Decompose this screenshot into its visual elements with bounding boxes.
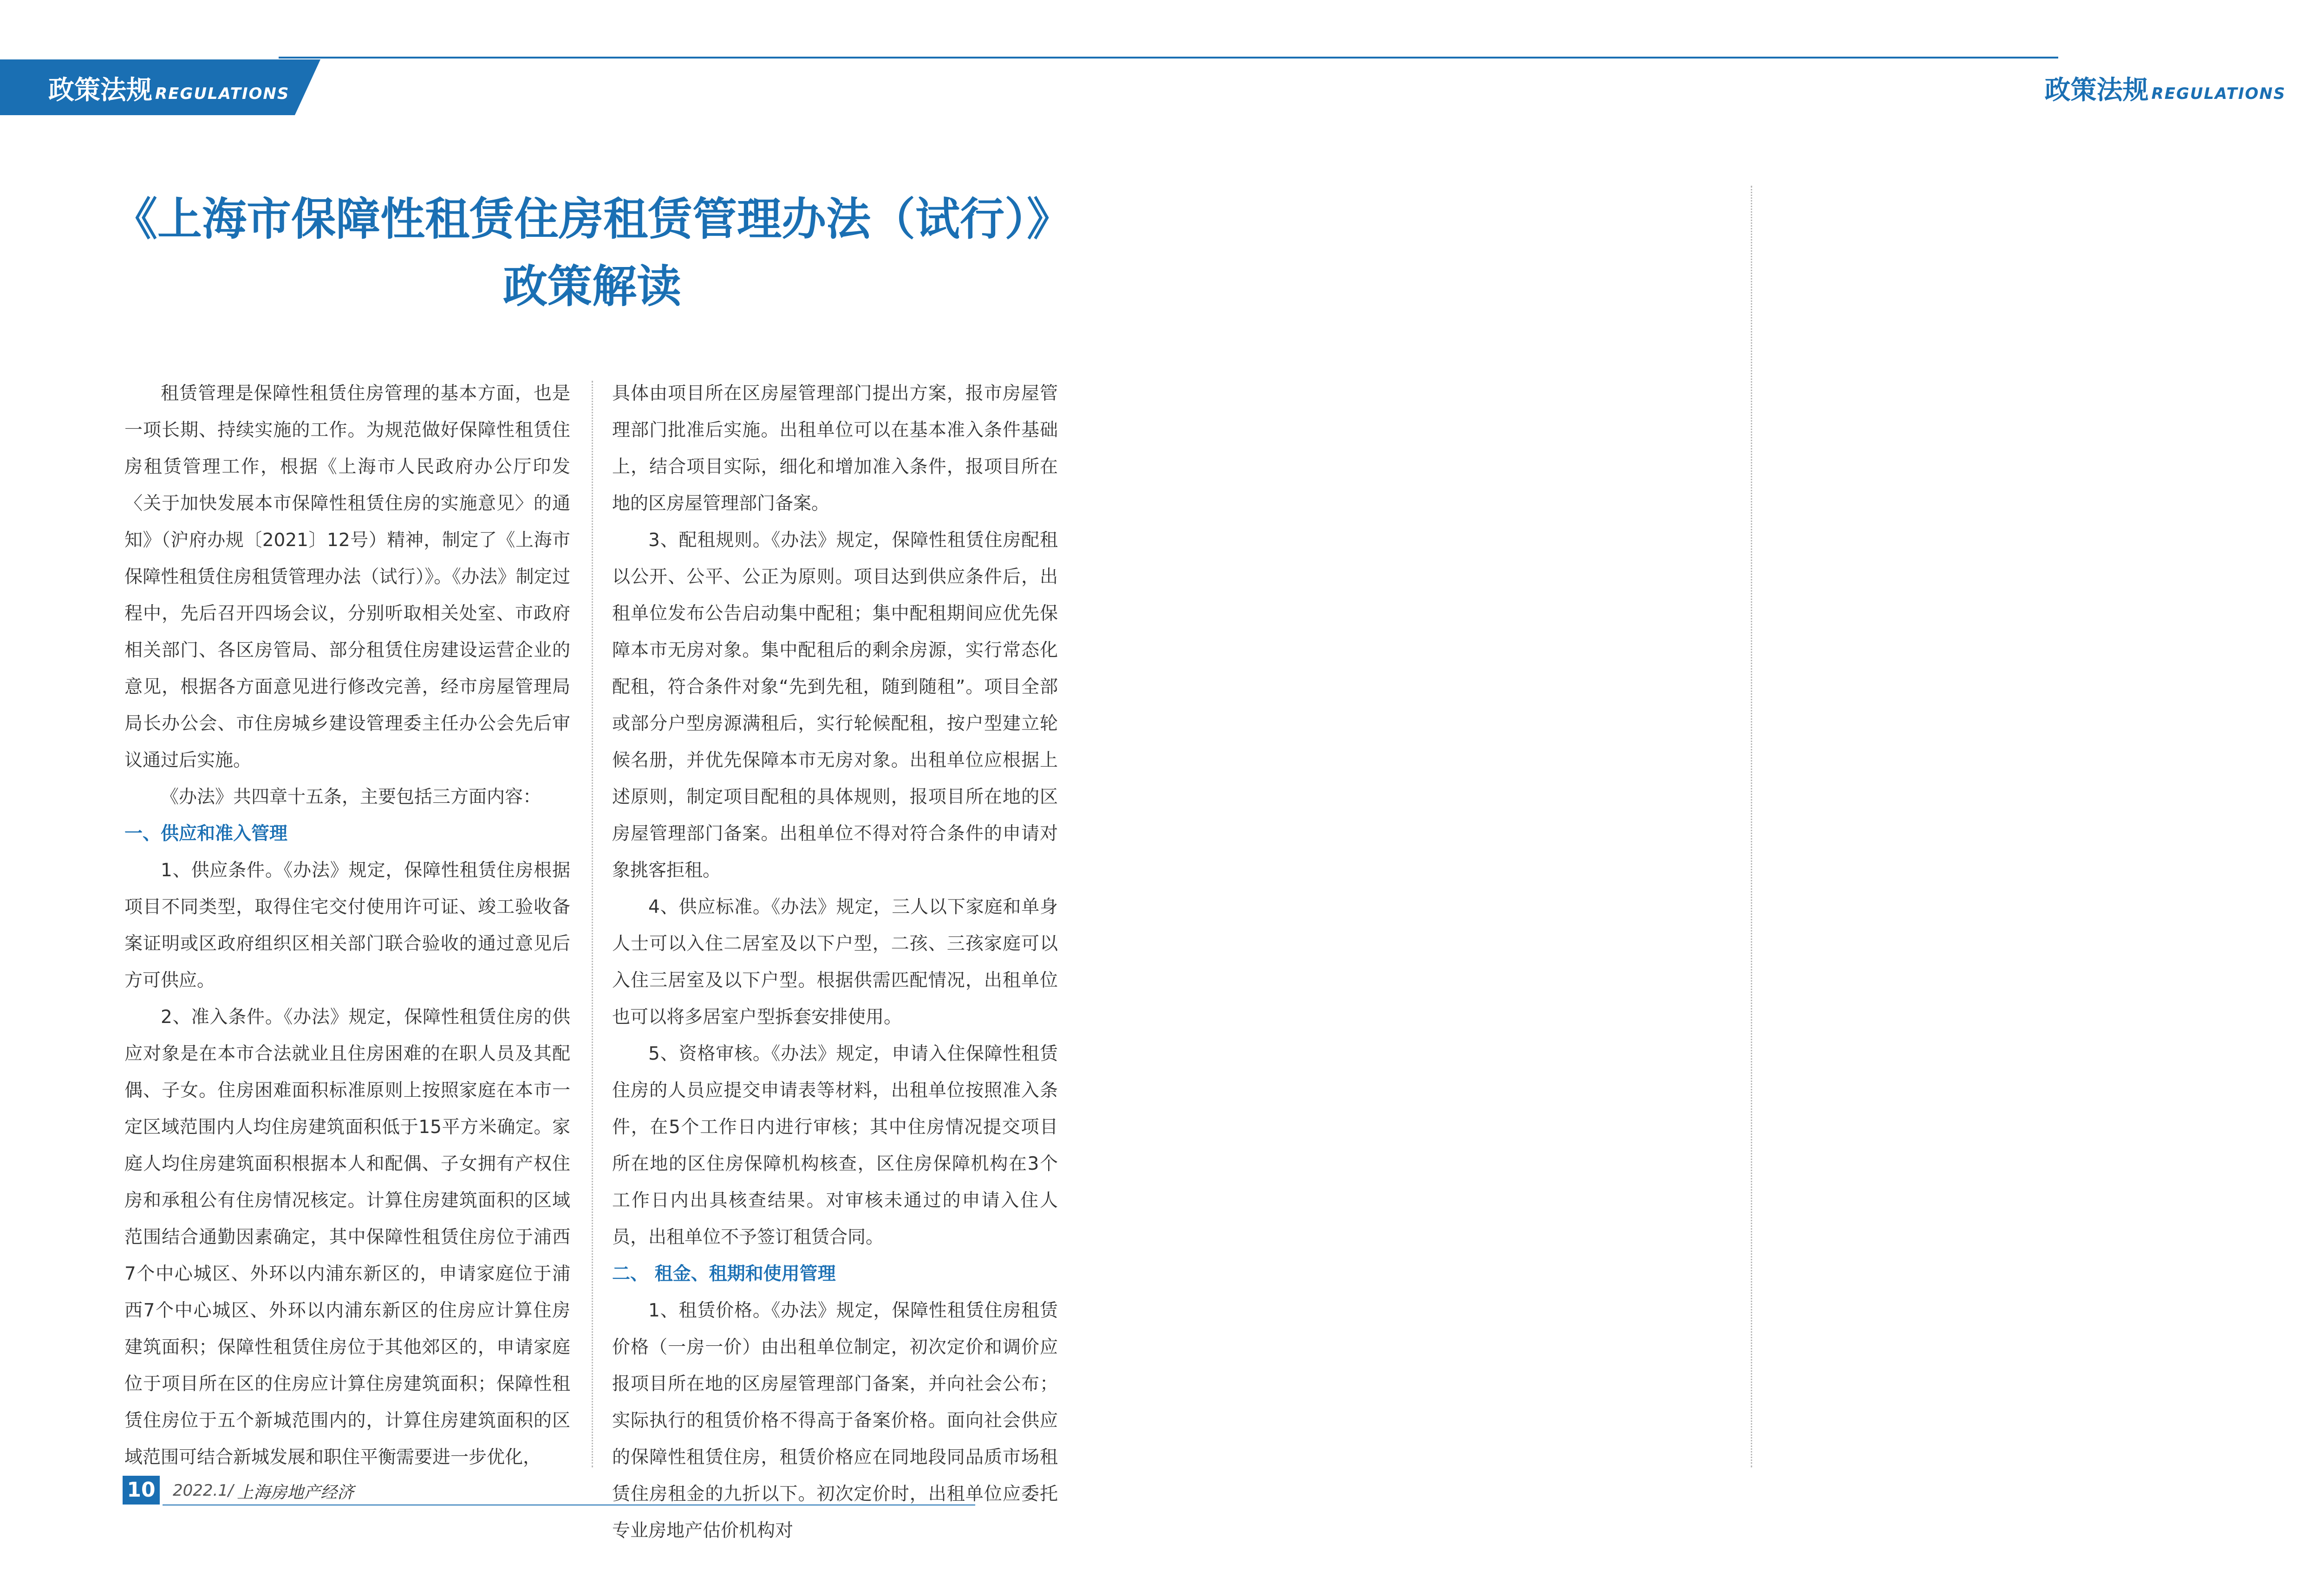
right-page: [1168, 0, 2322, 1596]
column-divider: [1751, 186, 1752, 1467]
body-paragraph: 4、供应标准。《办法》规定，三人以下家庭和单身人士可以入住二居室及以下户型，二孩、三孩家庭可以入住三居室及以下户型。根据供需匹配情况，出租单位也可以将多居室户型拆套安排使用。: [612, 897, 1058, 1028]
body-paragraph: 具体由项目所在区房屋管理部门提出方案，报市房屋管理部门批准后实施。出租单位可以在基本准入条件基础上，结合项目实际，细化和增加准入条件，报项目所在地的区房屋管理部门备案。: [612, 383, 1058, 514]
text-column-1: [124, 375, 570, 1476]
magazine-brand: 上海房地产经济: [237, 1483, 354, 1502]
header-rule: [1168, 57, 2058, 59]
body-paragraph: 2、准入条件。《办法》规定，保障性租赁住房的供应对象是在本市合法就业且住房困难的在职人员及其配偶、子女。住房困难面积标准原则上按照家庭在本市一定区域范围内人均住房建筑面积低于15平方米确定。家庭人均住房建筑面积根据本人和配偶、子女拥有产权住房和承租公有住房情况核定。计算住房建筑面积的区域范围结合通勤因素确定，其中保障性租赁住房位于浦西7个中心城区、外环以内浦东新区的，申请家庭位于浦西7个中心城区、外环以内浦东新区的住房应计算住房建筑面积；保障性租赁住房位于其他郊区的，申请家庭位于项目所在区的住房应计算住房建筑面积；保障性租赁住房位于五个新城范围内的，计算住房建筑面积的区域范围可结合新城发展和职住平衡需要进一步优化，: [124, 1007, 570, 1468]
body-paragraph: 5、资格审核。《办法》规定，申请入住保障性租赁住房的人员应提交申请表等材料，出租单位按照准入条件，在5个工作日内进行审核；其中住房情况提交项目所在地的区住房保障机构核查，区住房保障机构在3个工作日内出具核查结果。对审核未通过的申请入住人员，出租单位不予签订租赁合同。: [612, 1043, 1058, 1248]
body-paragraph: 1、供应条件。《办法》规定，保障性租赁住房根据项目不同类型，取得住宅交付使用许可证、竣工验收备案证明或区政府组织区相关部门联合验收的通过意见后方可供应。: [124, 860, 570, 991]
section-heading: 二、 租金、租期和使用管理: [612, 1264, 836, 1284]
section-header: [48, 70, 289, 107]
page-number: 10: [123, 1476, 160, 1505]
body-paragraph: 《办法》共四章十五条，主要包括三方面内容：: [161, 787, 541, 808]
title-line-1: 《上海市保障性租赁住房租赁管理办法（试行）》: [113, 193, 1071, 245]
section-label-cn: 政策法规: [2044, 75, 2149, 105]
body-paragraph: 1、租赁价格。《办法》规定，保障性租赁住房租赁价格（一房一价）由出租单位制定，初次定价和调价应报项目所在地的区房屋管理部门备案，并向社会公布；实际执行的租赁价格不得高于备案价格。面向社会供应的保障性租赁住房，租赁价格应在同地段同品质市场租赁住房租金的九折以下。初次定价时，出租单位应委托专业房地产估价机构对: [612, 1300, 1058, 1541]
column-divider: [592, 381, 593, 1467]
section-header: [2045, 70, 2286, 107]
body-paragraph: 租赁管理是保障性租赁住房管理的基本方面，也是一项长期、持续实施的工作。为规范做好保障性租赁住房租赁管理工作，根据《上海市人民政府办公厅印发〈关于加快发展本市保障性租赁住房的实施意见〉的通知》（沪府办规〔2021〕12号）精神，制定了《上海市保障性租赁住房租赁管理办法（试行）》。《办法》制定过程中，先后召开四场会议，分别听取相关处室、市政府相关部门、各区房管局、部分租赁住房建设运营企业的意见，根据各方面意见进行修改完善，经市房屋管理局局长办公会、市住房城乡建设管理委主任办公会先后审议通过后实施。: [124, 383, 570, 771]
issue-label: 2022.1/: [173, 1481, 234, 1500]
header-rule: [279, 57, 1168, 59]
article-title: [70, 186, 1115, 320]
text-column-2: [612, 375, 1058, 1549]
section-label-cn: 政策法规: [48, 75, 152, 105]
title-line-2: 政策解读: [503, 261, 681, 313]
section-label-en: REGULATIONS: [155, 85, 290, 103]
section-label-en: REGULATIONS: [2151, 85, 2286, 103]
body-paragraph: 3、配租规则。《办法》规定，保障性租赁住房配租以公开、公平、公正为原则。项目达到供应条件后，出租单位发布公告启动集中配租；集中配租期间应优先保障本市无房对象。集中配租后的剩余房源，实行常态化配租，符合条件对象“先到先租，随到随租”。项目全部或部分户型房源满租后，实行轮候配租，按户型建立轮候名册，并优先保障本市无房对象。出租单位应根据上述原则，制定项目配租的具体规则，报项目所在地的区房屋管理部门备案。出租单位不得对符合条件的申请对象挑客拒租。: [612, 530, 1058, 881]
section-heading: 一、供应和准入管理: [124, 823, 288, 844]
